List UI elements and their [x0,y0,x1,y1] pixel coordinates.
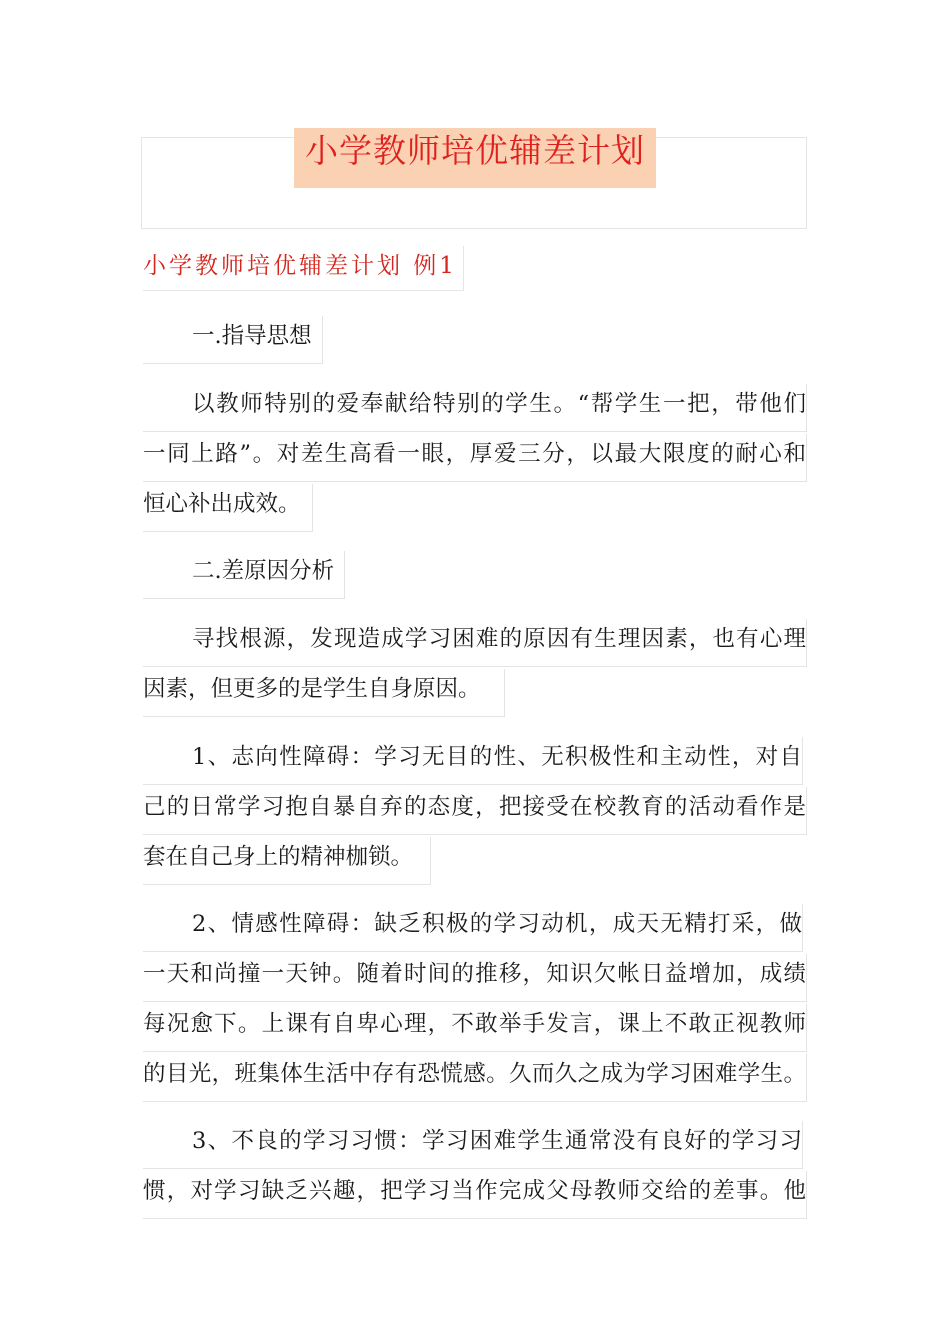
line-text: 寻找根源，发现造成学习困难的原因有生理因素，也有心理 [192,626,806,652]
paragraph-line [143,737,803,785]
line-text: 以教师特别的爱奉献给特别的学生。“帮学生一把，带他们 [192,391,806,417]
line-text: 一.指导思想 [192,323,312,349]
paragraph-line [143,669,505,717]
paragraph-line [143,619,807,667]
line-text: 一天和尚撞一天钟。随着时间的推移，知识欠帐日益增加，成绩 [143,961,806,987]
line-text: 一同上路”。对差生高看一眼，厚爱三分，以最大限度的耐心和 [143,441,806,467]
line-text: 恒心补出成效。 [143,491,301,517]
paragraph-line [143,787,807,835]
paragraph-line [143,837,431,885]
line-text: 的目光，班集体生活中存有恐慌感。久而久之成为学习困难学生。 [143,1061,806,1087]
paragraph-line [143,954,807,1002]
document-subtitle: 小学教师培优辅差计划 例1 [143,246,464,291]
line-text: 2、情感性障碍：缺乏积极的学习动机，成天无精打采，做 [192,911,802,937]
section-heading [143,551,345,599]
line-text: 二.差原因分析 [192,558,335,584]
paragraph-line [143,1171,807,1219]
line-text: 每况愈下。上课有自卑心理，不敢举手发言，课上不敢正视教师 [143,1011,806,1037]
paragraph-line [143,1054,807,1102]
paragraph-line [143,384,807,432]
line-text: 因素，但更多的是学生自身原因。 [143,676,481,702]
paragraph-line [143,434,807,482]
paragraph-line [143,904,803,952]
line-text: 套在自己身上的精神枷锁。 [143,844,414,870]
paragraph-line [143,1004,807,1052]
paragraph-line [143,484,313,532]
line-text: 3、不良的学习习惯：学习困难学生通常没有良好的学习习 [192,1128,802,1154]
line-text: 1、志向性障碍：学习无目的性、无积极性和主动性，对自 [192,744,802,770]
paragraph-line [143,1121,803,1169]
line-text: 惯，对学习缺乏兴趣，把学习当作完成父母教师交给的差事。他 [143,1178,806,1204]
section-heading [143,316,323,364]
line-text: 己的日常学习抱自暴自弃的态度，把接受在校教育的活动看作是 [143,794,806,820]
document-title: 小学教师培优辅差计划 [294,128,656,188]
